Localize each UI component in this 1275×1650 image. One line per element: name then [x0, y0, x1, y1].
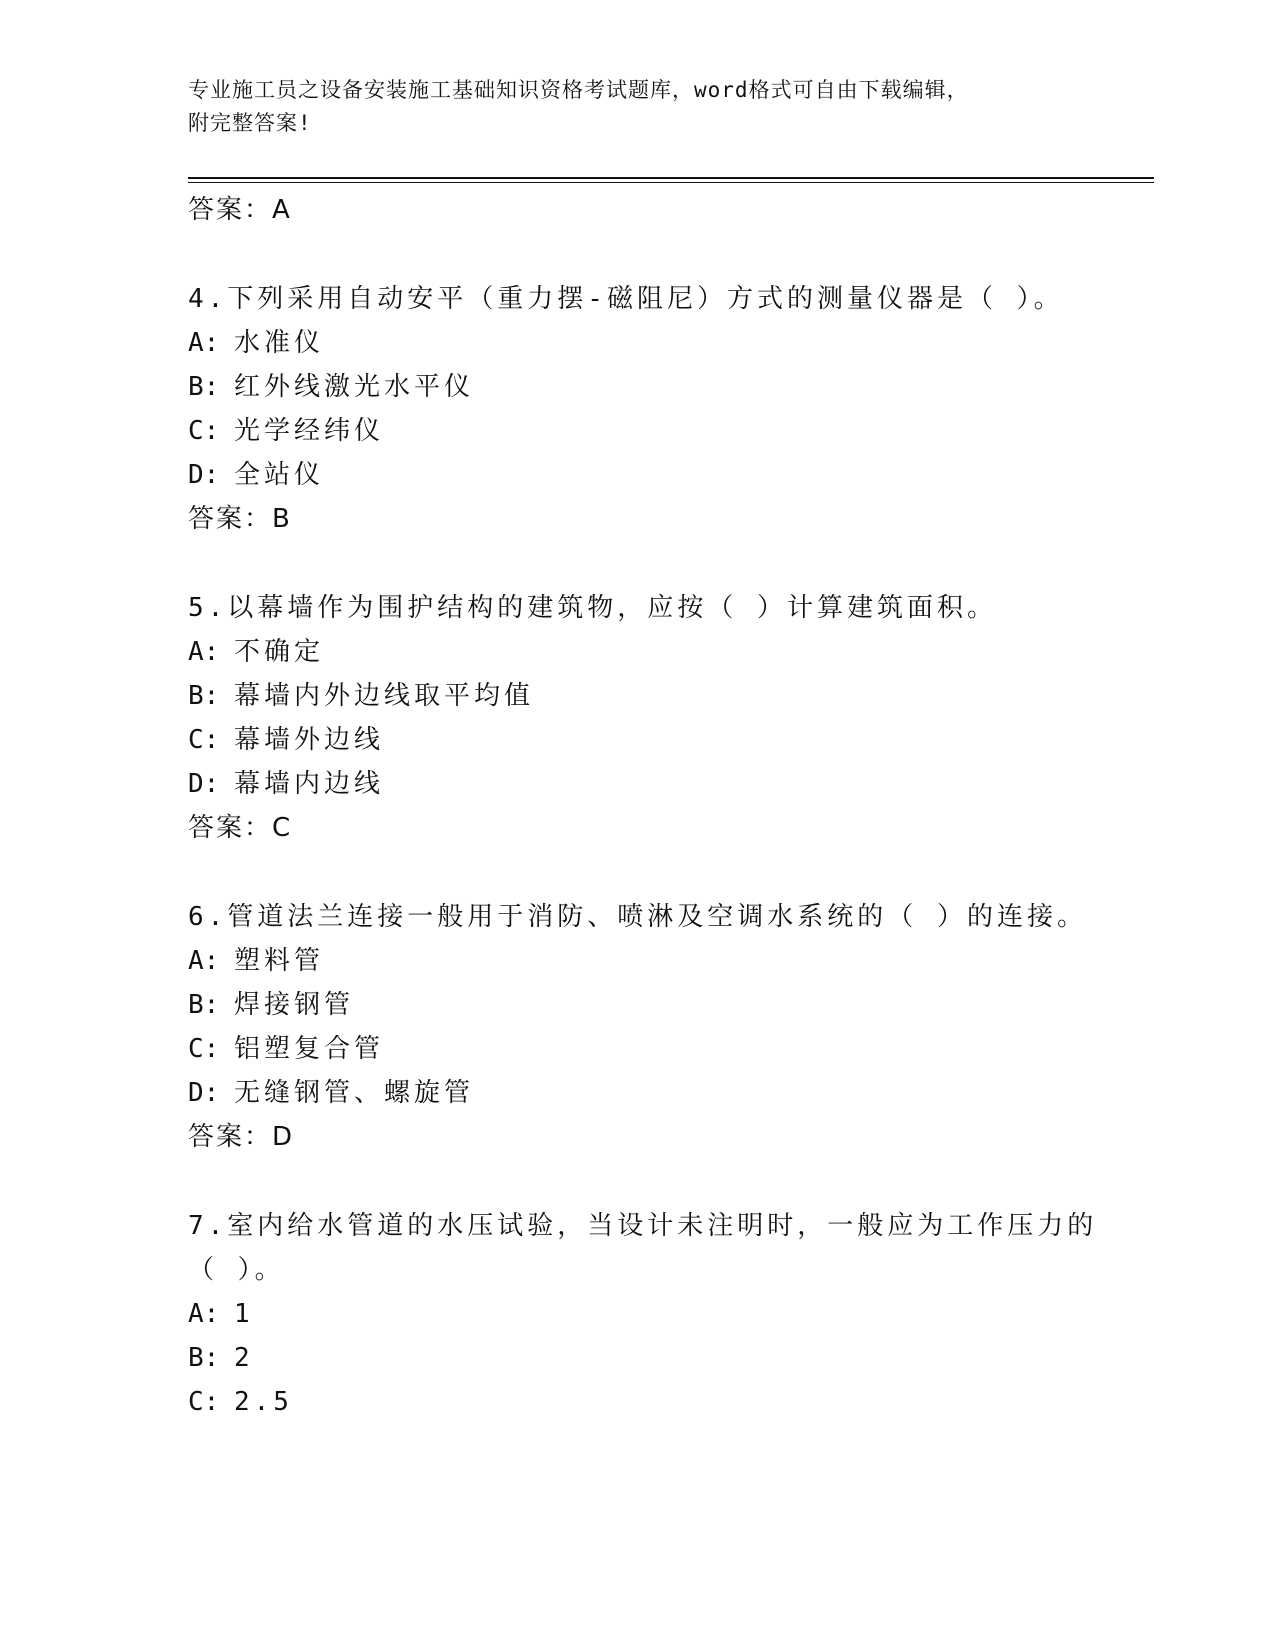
option-text: 2 — [234, 1343, 254, 1373]
question-5-option-a — [188, 635, 324, 669]
option-key: C: — [188, 416, 220, 446]
question-7-option-b — [188, 1341, 254, 1375]
question-7-option-a — [188, 1297, 254, 1331]
option-key: D: — [188, 460, 220, 490]
option-text: 1 — [234, 1299, 254, 1329]
option-text: 2.5 — [234, 1387, 293, 1417]
question-5-option-d — [188, 767, 384, 801]
header-line-1: 专业施工员之设备安装施工基础知识资格考试题库，word格式可自由下载编辑， — [188, 78, 969, 102]
question-7-stem: 7.室内给水管道的水压试验，当设计未注明时，一般应为工作压力的 — [188, 1211, 1098, 1241]
option-text: 无缝钢管、螺旋管 — [234, 1078, 475, 1108]
document-header — [188, 74, 1088, 140]
option-key: B: — [188, 990, 220, 1020]
header-line-2: 附完整答案! — [188, 111, 312, 135]
question-4-stem: 4.下列采用自动安平（重力摆-磁阻尼）方式的测量仪器是（ ）。 — [188, 284, 1064, 314]
question-5-option-b — [188, 679, 534, 713]
option-key: C: — [188, 725, 220, 755]
option-key: A: — [188, 637, 220, 667]
option-key: C: — [188, 1387, 220, 1417]
option-text: 全站仪 — [234, 460, 325, 490]
option-key: D: — [188, 769, 220, 799]
question-5-option-c — [188, 723, 384, 757]
header-divider-thin — [188, 182, 1154, 183]
option-text: 水准仪 — [234, 328, 325, 358]
question-6-option-c — [188, 1032, 384, 1066]
option-text: 铝塑复合管 — [234, 1034, 385, 1064]
option-text: 红外线激光水平仪 — [234, 372, 475, 402]
option-key: A: — [188, 946, 220, 976]
question-6-option-d — [188, 1076, 474, 1110]
option-text: 塑料管 — [234, 946, 325, 976]
option-text: 不确定 — [234, 637, 325, 667]
option-text: 幕墙外边线 — [234, 725, 385, 755]
option-key: C: — [188, 1034, 220, 1064]
option-key: D: — [188, 1078, 220, 1108]
option-key: B: — [188, 1343, 220, 1373]
question-6-option-b — [188, 988, 354, 1022]
question-5-stem: 5.以幕墙作为围护结构的建筑物，应按（ ）计算建筑面积。 — [188, 593, 997, 623]
header-divider-thick — [188, 177, 1154, 179]
option-text: 幕墙内外边线取平均值 — [234, 681, 535, 711]
option-text: 光学经纬仪 — [234, 416, 385, 446]
question-4-option-b — [188, 370, 474, 404]
option-key: A: — [188, 1299, 220, 1329]
answer-4: 答案：B — [188, 504, 292, 534]
option-key: B: — [188, 372, 220, 402]
question-4-option-d — [188, 458, 324, 492]
answer-5: 答案：C — [188, 813, 293, 843]
option-key: A: — [188, 328, 220, 358]
question-7-option-c — [188, 1385, 293, 1419]
question-4-option-c — [188, 414, 384, 448]
question-6-option-a — [188, 944, 324, 978]
question-6-stem: 6.管道法兰连接一般用于消防、喷淋及空调水系统的（ ）的连接。 — [188, 902, 1087, 932]
answer-6: 答案：D — [188, 1122, 295, 1152]
answer-3: 答案：A — [188, 195, 292, 225]
question-4-option-a — [188, 326, 324, 360]
question-7-stem-continued: （ ）。 — [188, 1255, 285, 1285]
option-text: 幕墙内边线 — [234, 769, 385, 799]
option-text: 焊接钢管 — [234, 990, 355, 1020]
option-key: B: — [188, 681, 220, 711]
